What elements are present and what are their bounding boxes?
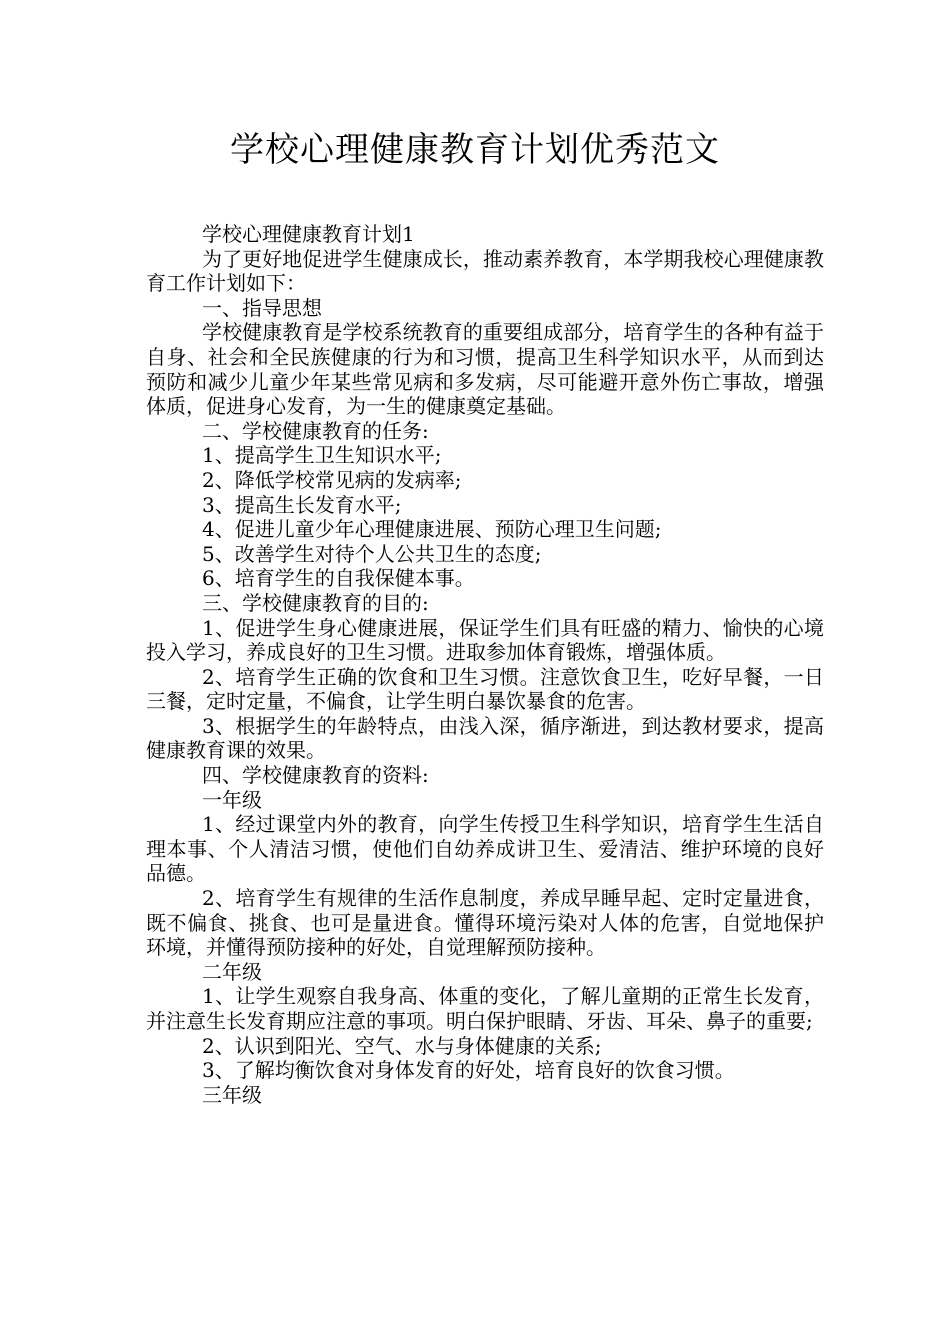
paragraph: 学校健康教育是学校系统教育的重要组成部分，培育学生的各种有益于自身、社会和全民族健康的行为和习惯，提高卫生科学知识水平，从而到达预防和减少儿童少年某些常见病和多发病，尽可能避开意外伤亡事故，增强体质，促进身心发育，为一生的健康奠定基础。 bbox=[146, 320, 824, 419]
section-heading: 四、学校健康教育的资料: bbox=[202, 763, 429, 788]
list-item: 6、培育学生的自我保健本事。 bbox=[202, 566, 475, 591]
list-item: 3、了解均衡饮食对身体发育的好处，培育良好的饮食习惯。 bbox=[202, 1058, 735, 1083]
section-heading: 三、学校健康教育的目的: bbox=[202, 590, 429, 615]
list-item: 3、提高生长发育水平; bbox=[202, 492, 402, 517]
grade-heading: 二年级 bbox=[202, 959, 262, 984]
list-item: 2、认识到阳光、空气、水与身体健康的关系; bbox=[202, 1033, 602, 1058]
list-item: 1、经过课堂内外的教育，向学生传授卫生科学知识，培育学生生活自理本事、个人清洁习惯，使他们自幼养成讲卫生、爱清洁、维护环境的良好品德。 bbox=[146, 812, 824, 886]
paragraph: 学校心理健康教育计划1 bbox=[202, 222, 415, 246]
document-title: 学校心理健康教育计划优秀范文 bbox=[230, 130, 720, 170]
document-body bbox=[146, 222, 824, 1107]
list-item: 3、根据学生的年龄特点，由浅入深，循序渐进，到达教材要求，提高健康教育课的效果。 bbox=[146, 713, 824, 763]
list-item: 5、改善学生对待个人公共卫生的态度; bbox=[202, 541, 542, 566]
list-item: 1、提高学生卫生知识水平; bbox=[202, 443, 442, 468]
list-item: 2、培育学生有规律的生活作息制度，养成早睡早起、定时定量进食，既不偏食、挑食、也可是量进食。懂得环境污染对人体的危害，自觉地保护环境，并懂得预防接种的好处，自觉理解预防接种。 bbox=[146, 886, 824, 960]
list-item: 2、降低学校常见病的发病率; bbox=[202, 467, 462, 492]
grade-heading: 一年级 bbox=[202, 787, 262, 812]
list-item: 2、培育学生正确的饮食和卫生习惯。注意饮食卫生，吃好早餐，一日三餐，定时定量，不偏食，让学生明白暴饮暴食的危害。 bbox=[146, 664, 824, 714]
list-item: 1、让学生观察自我身高、体重的变化，了解儿童期的正常生长发育，并注意生长发育期应注意的事项。明白保护眼睛、牙齿、耳朵、鼻子的重要; bbox=[146, 984, 824, 1033]
paragraph: 为了更好地促进学生健康成长，推动素养教育，本学期我校心理健康教育工作计划如下： bbox=[146, 246, 824, 296]
grade-heading: 三年级 bbox=[202, 1082, 262, 1107]
list-item: 1、促进学生身心健康进展，保证学生们具有旺盛的精力、愉快的心境投入学习，养成良好的卫生习惯。进取参加体育锻炼，增强体质。 bbox=[146, 615, 824, 665]
section-heading: 一、指导思想 bbox=[202, 295, 322, 320]
section-heading: 二、学校健康教育的任务: bbox=[202, 418, 429, 443]
list-item: 4、促进儿童少年心理健康进展、预防心理卫生问题; bbox=[202, 517, 662, 542]
